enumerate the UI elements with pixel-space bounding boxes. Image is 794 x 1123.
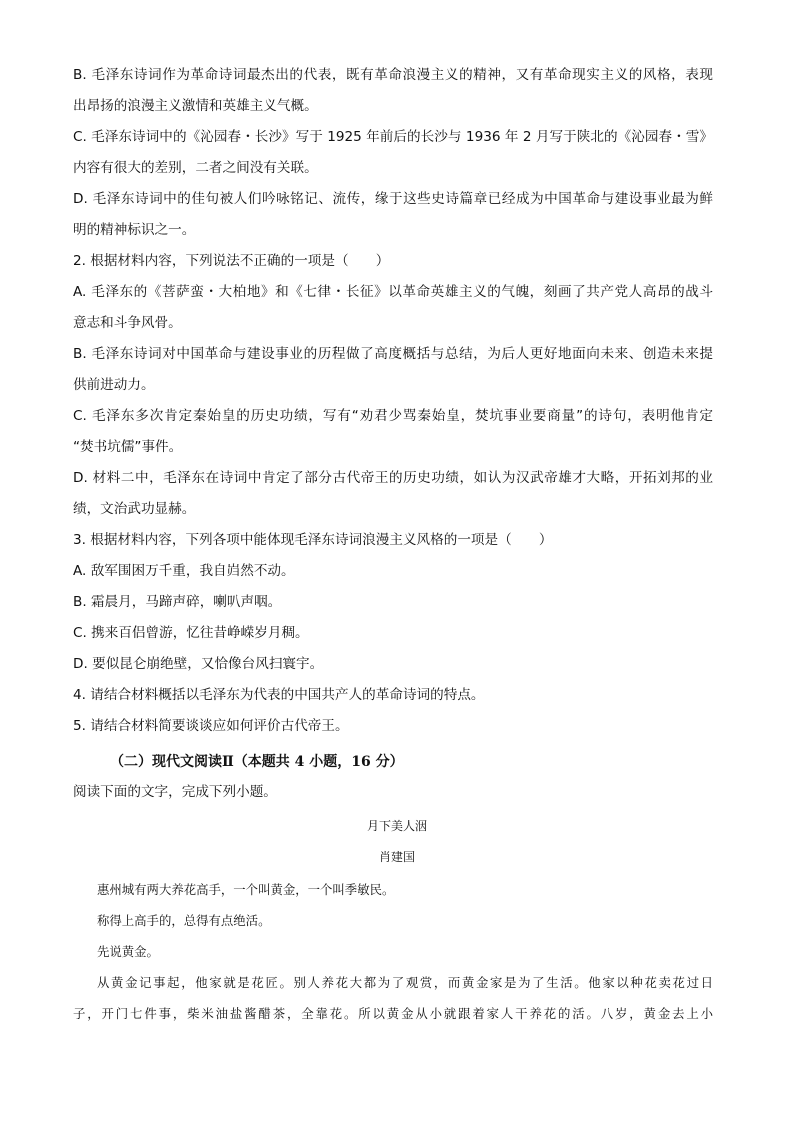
q2-option-a-line-1: A. 毛泽东的《菩萨蛮・大柏地》和《七律・长征》以革命英雄主义的气魄，刻画了共产党人高昂的战斗	[73, 284, 713, 300]
option-c-line-1: C. 毛泽东诗词中的《沁园春・长沙》写于 1925 年前后的长沙与 1936 年 2 月写于陕北的《沁园春・雪》	[73, 129, 713, 145]
q3-option-b: B. 霜晨月，马蹄声碎，喇叭声咽。	[73, 594, 282, 610]
q2-option-d-line-2: 绩，文治武功显赫。	[73, 501, 196, 517]
q2-option-b-line-1: B. 毛泽东诗词对中国革命与建设事业的历程做了高度概括与总结，为后人更好地面向未来、创造未来提	[73, 346, 713, 362]
q2-option-a-line-2: 意志和斗争风骨。	[73, 315, 182, 331]
section-heading: （二）现代文阅读Ⅱ（本题共 4 小题，16 分）	[110, 754, 404, 770]
story-paragraph-2: 称得上高手的，总得有点绝活。	[97, 913, 271, 928]
story-paragraph-1: 惠州城有两大养花高手，一个叫黄金，一个叫季敏民。	[97, 882, 395, 897]
story-author: 肖建国	[378, 850, 415, 864]
reading-instruction: 阅读下面的文字，完成下列小题。	[73, 784, 277, 800]
option-d-line-1: D. 毛泽东诗词中的佳句被人们吟咏铭记、流传，缘于这些史诗篇章已经成为中国革命与建设事业最为鲜	[73, 191, 713, 207]
q2-option-c-line-1: C. 毛泽东多次肯定秦始皇的历史功绩，写有“劝君少骂秦始皇，焚坑事业要商量”的诗句，表明他肯定	[73, 408, 713, 424]
q2-option-d-line-1: D. 材料二中，毛泽东在诗词中肯定了部分古代帝王的历史功绩，如认为汉武帝雄才大略，开拓刘邦的业	[73, 470, 713, 486]
story-title: 月下美人洇	[366, 819, 427, 833]
q3-option-a: A. 敌军围困万千重，我自岿然不动。	[73, 563, 295, 579]
q3-option-c: C. 携来百侣曾游，忆往昔峥嵘岁月稠。	[73, 625, 309, 641]
question-4: 4. 请结合材料概括以毛泽东为代表的中国共产人的革命诗词的特点。	[73, 687, 485, 703]
option-b-line-1: B. 毛泽东诗词作为革命诗词最杰出的代表，既有革命浪漫主义的精神，又有革命现实主义的风格，表现	[73, 67, 713, 83]
option-b-line-2: 出昂扬的浪漫主义激情和英雄主义气概。	[73, 98, 318, 114]
story-paragraph-4-line-2: 子，开门七件事，柴米油盐酱醋茶，全靠花。所以黄金从小就跟着家人干养花的活。八岁，黄金去上小	[73, 1006, 713, 1021]
q2-option-c-line-2: “焚书坑儒”事件。	[73, 439, 183, 455]
question-2: 2. 根据材料内容，下列说法不正确的一项是（ ）	[73, 253, 390, 269]
q2-option-b-line-2: 供前进动力。	[73, 377, 155, 393]
question-3: 3. 根据材料内容，下列各项中能体现毛泽东诗词浪漫主义风格的一项是（ ）	[73, 532, 553, 548]
option-d-line-2: 明的精神标识之一。	[73, 222, 196, 238]
q3-option-d: D. 要似昆仑崩绝壁，又恰像台风扫寰宇。	[73, 656, 324, 672]
story-paragraph-4-line-1: 从黄金记事起，他家就是花匠。别人养花大都为了观赏，而黄金家是为了生活。他家以种花卖花过日	[97, 975, 713, 990]
question-5: 5. 请结合材料简要谈谈应如何评价古代帝王。	[73, 718, 349, 734]
story-paragraph-3: 先说黄金。	[97, 944, 159, 959]
option-c-line-2: 内容有很大的差别，二者之间没有关联。	[73, 160, 318, 176]
